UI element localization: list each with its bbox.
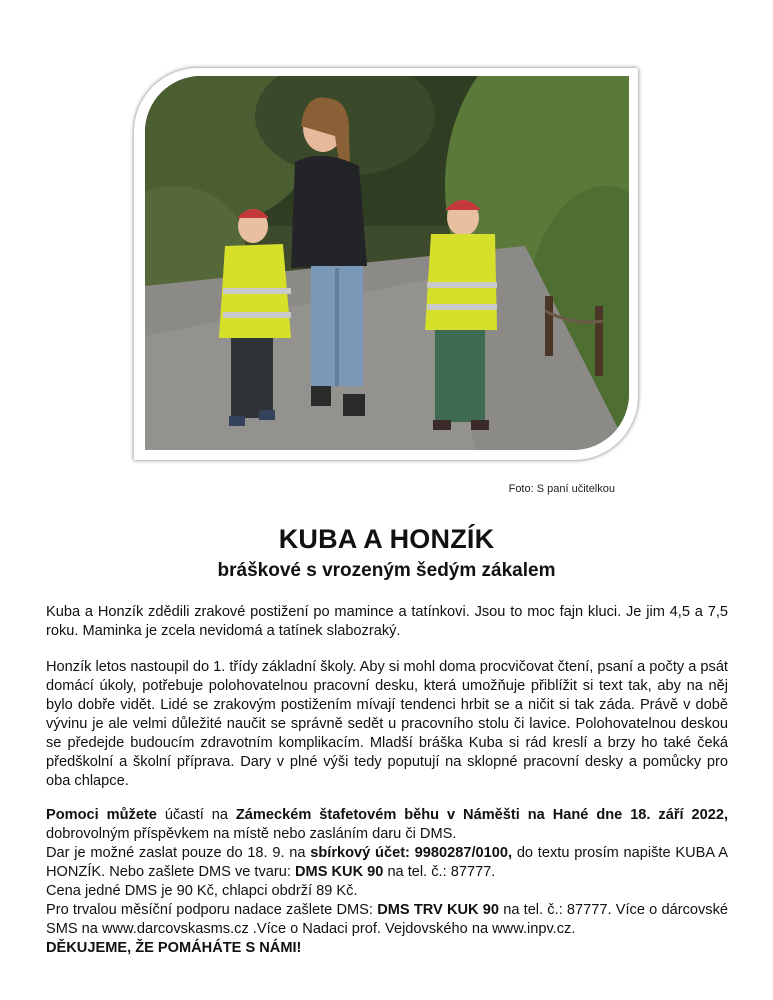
thanks-bold: DĚKUJEME, ŽE POMÁHÁTE S NÁMI! — [46, 940, 302, 956]
photo — [145, 76, 629, 450]
help-text-2: dobrovolným příspěvkem na místě nebo zasláním daru či DMS. — [46, 826, 457, 842]
event-bold: Zámeckém štafetovém běhu v Náměšti na Hané dne 18. září 2022, — [235, 807, 728, 823]
page-title: KUBA A HONZÍK — [278, 524, 495, 554]
monthly-text-2: na tel. č.: 87777. Více o dárcovské SMS na www.darcovskasms.cz .Více o Nadaci prof. Vejdovského na www.inpv.cz. — [46, 902, 728, 937]
story-paragraph: Honzík letos nastoupil do 1. třídy základní školy. Aby si mohl doma procvičovat čtení, psaní a počty a psát domácí úkoly, potřebuje polohovatelnou pracovní desku, která umožňuje přiblížit si text tak, aby na něj bylo dobře vidět. Lidé se zrakovým postižením mívají tendenci hrbit se a ničit si tak záda. Právě v době vývinu je ale velmi důležité naučit se správně sedět u pracovního stolu či lavice. Polohovatelnou deskou se předejde budoucím zdravotním komplikacím. Mladší bráška Kuba si rád kreslí a brzy ho také čeká předškolní a školní příprava. Dary v plné výši tedy poputují na sklopné pracovní desky a pomůcky pro oba chlapce. — [46, 659, 728, 789]
help-bold: Pomoci můžete — [46, 807, 157, 823]
gift-text-1: Dar je možné zaslat pouze do 18. 9. na — [46, 845, 311, 861]
photo-illustration — [145, 76, 629, 450]
monthly-bold: DMS TRV KUK 90 — [377, 902, 499, 918]
page-subtitle: bráškové s vrozeným šedým zákalem — [217, 560, 556, 581]
price-line: Cena jedné DMS je 90 Kč, chlapci obdrží 89 Kč. — [46, 883, 358, 899]
dms-bold: DMS KUK 90 — [295, 864, 384, 880]
photo-caption: Foto: S paní učitelkou — [508, 483, 615, 495]
account-bold: sbírkový účet: 9980287/0100, — [310, 845, 513, 861]
help-text-1: účastí na — [156, 807, 236, 823]
donation-paragraph — [46, 806, 728, 958]
intro-paragraph: Kuba a Honzík zdědili zrakové postižení po mamince a tatínkovi. Jsou to moc fajn kluci. Je jim 4,5 a 7,5 roku. Maminka je zcela nevidomá a tatínek slabozraký. — [46, 604, 728, 639]
gift-text-3: na tel. č.: 87777. — [383, 864, 496, 880]
monthly-text-1: Pro trvalou měsíční podporu nadace zašlete DMS: — [46, 902, 378, 918]
gift-text-2: do textu prosím napište KUBA A HONZÍK. Nebo zašlete DMS ve tvaru: — [46, 845, 728, 880]
